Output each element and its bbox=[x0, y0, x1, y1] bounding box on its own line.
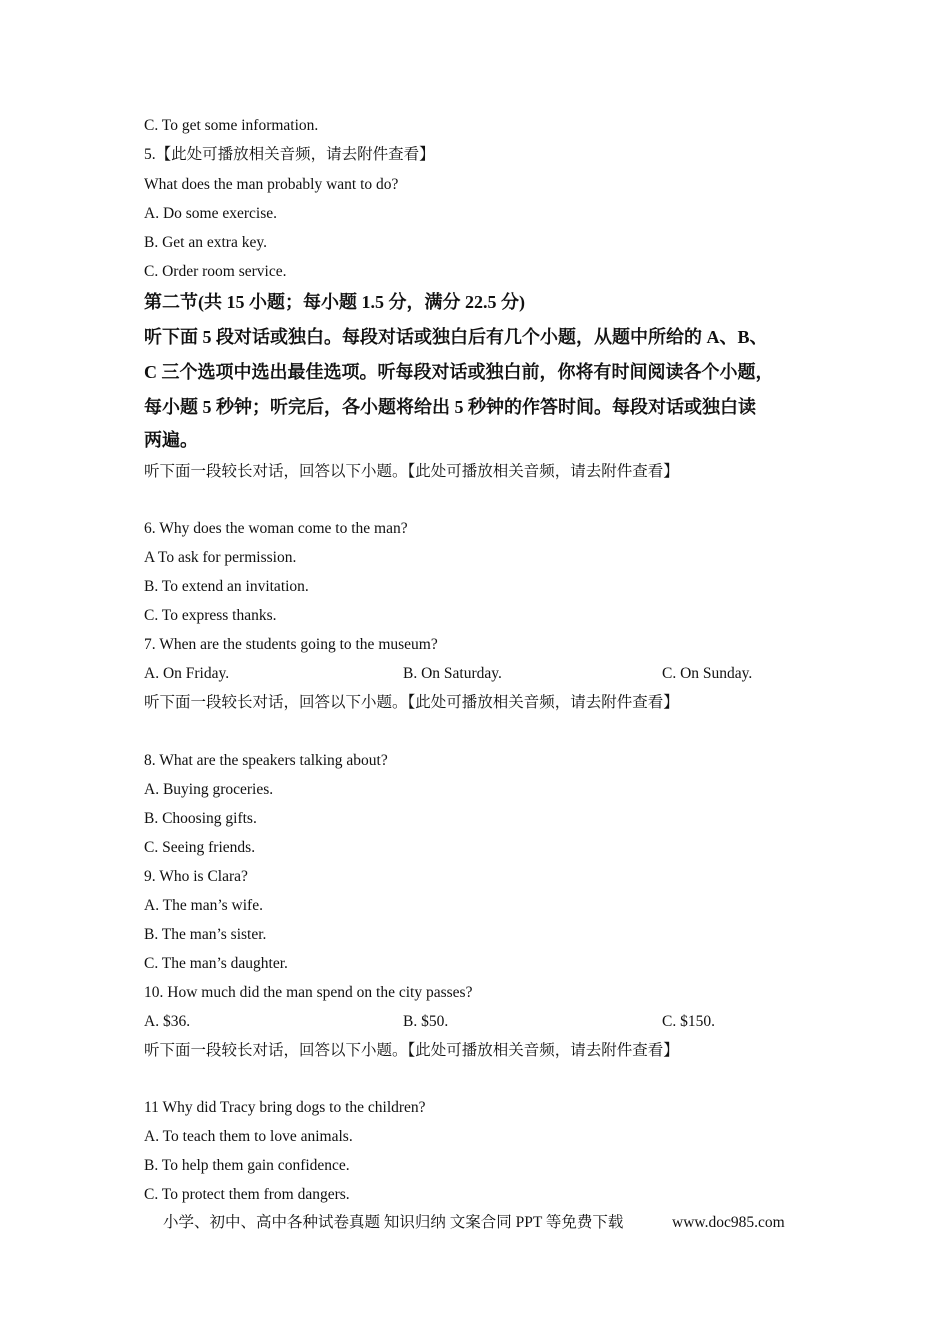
q7-option-c: C. On Sunday. bbox=[662, 665, 753, 682]
q10-options-row bbox=[144, 1012, 844, 1032]
section2-instruction-line: 两遍。 bbox=[144, 430, 198, 450]
section2-heading: 第二节(共 15 小题；每小题 1.5 分，满分 22.5 分) bbox=[144, 292, 525, 312]
q5-option-b: B. Get an extra key. bbox=[144, 234, 267, 251]
audio-prompt: 听下面一段较长对话，回答以下小题。【此处可播放相关音频，请去附件查看】 bbox=[144, 694, 679, 711]
q10-question: 10. How much did the man spend on the city passes? bbox=[144, 984, 473, 1001]
q6-question: 6. Why does the woman come to the man? bbox=[144, 520, 408, 537]
q4-option-c: C. To get some information. bbox=[144, 117, 319, 134]
q7-question: 7. When are the students going to the museum? bbox=[144, 636, 438, 653]
q5-number-audio: 5.【此处可播放相关音频，请去附件查看】 bbox=[144, 146, 435, 163]
q10-option-c: C. $150. bbox=[662, 1013, 715, 1030]
q8-question: 8. What are the speakers talking about? bbox=[144, 752, 388, 769]
q5-option-c: C. Order room service. bbox=[144, 263, 287, 280]
q6-option-b: B. To extend an invitation. bbox=[144, 578, 309, 595]
q11-option-b: B. To help them gain confidence. bbox=[144, 1157, 350, 1174]
audio-prompt: 听下面一段较长对话，回答以下小题。【此处可播放相关音频，请去附件查看】 bbox=[144, 463, 679, 480]
q6-option-c: C. To express thanks. bbox=[144, 607, 277, 624]
q8-option-a: A. Buying groceries. bbox=[144, 781, 274, 798]
q7-option-a: A. On Friday. bbox=[144, 665, 230, 682]
q5-option-a: A. Do some exercise. bbox=[144, 205, 277, 222]
q10-option-b: B. $50. bbox=[403, 1013, 449, 1030]
section2-instruction-line: 听下面 5 段对话或独白。每段对话或独白后有几个小题，从题中所给的 A、B、 bbox=[144, 327, 768, 347]
q8-option-b: B. Choosing gifts. bbox=[144, 810, 257, 827]
page-footer bbox=[163, 1213, 785, 1233]
q7-option-b: B. On Saturday. bbox=[403, 665, 502, 682]
footer-text: 小学、初中、高中各种试卷真题 知识归纳 文案合同 PPT 等免费下载 bbox=[163, 1214, 624, 1231]
audio-prompt: 听下面一段较长对话，回答以下小题。【此处可播放相关音频，请去附件查看】 bbox=[144, 1042, 679, 1059]
q11-option-a: A. To teach them to love animals. bbox=[144, 1128, 353, 1145]
q11-option-c: C. To protect them from dangers. bbox=[144, 1186, 350, 1203]
q11-question: 11 Why did Tracy bring dogs to the children? bbox=[144, 1099, 426, 1116]
q9-question: 9. Who is Clara? bbox=[144, 868, 248, 885]
q8-option-c: C. Seeing friends. bbox=[144, 839, 256, 856]
q9-option-b: B. The man’s sister. bbox=[144, 926, 267, 943]
q7-options-row bbox=[144, 664, 844, 684]
q10-option-a: A. $36. bbox=[144, 1013, 191, 1030]
footer-url: www.doc985.com bbox=[672, 1214, 785, 1231]
section2-instruction-line: 每小题 5 秒钟；听完后，各小题将给出 5 秒钟的作答时间。每段对话或独白读 bbox=[144, 397, 756, 417]
q9-option-a: A. The man’s wife. bbox=[144, 897, 263, 914]
section2-instruction-line: C 三个选项中选出最佳选项。听每段对话或独白前，你将有时间阅读各个小题， bbox=[144, 362, 774, 382]
q5-question: What does the man probably want to do? bbox=[144, 176, 399, 193]
q6-option-a: A To ask for permission. bbox=[144, 549, 297, 566]
q9-option-c: C. The man’s daughter. bbox=[144, 955, 288, 972]
